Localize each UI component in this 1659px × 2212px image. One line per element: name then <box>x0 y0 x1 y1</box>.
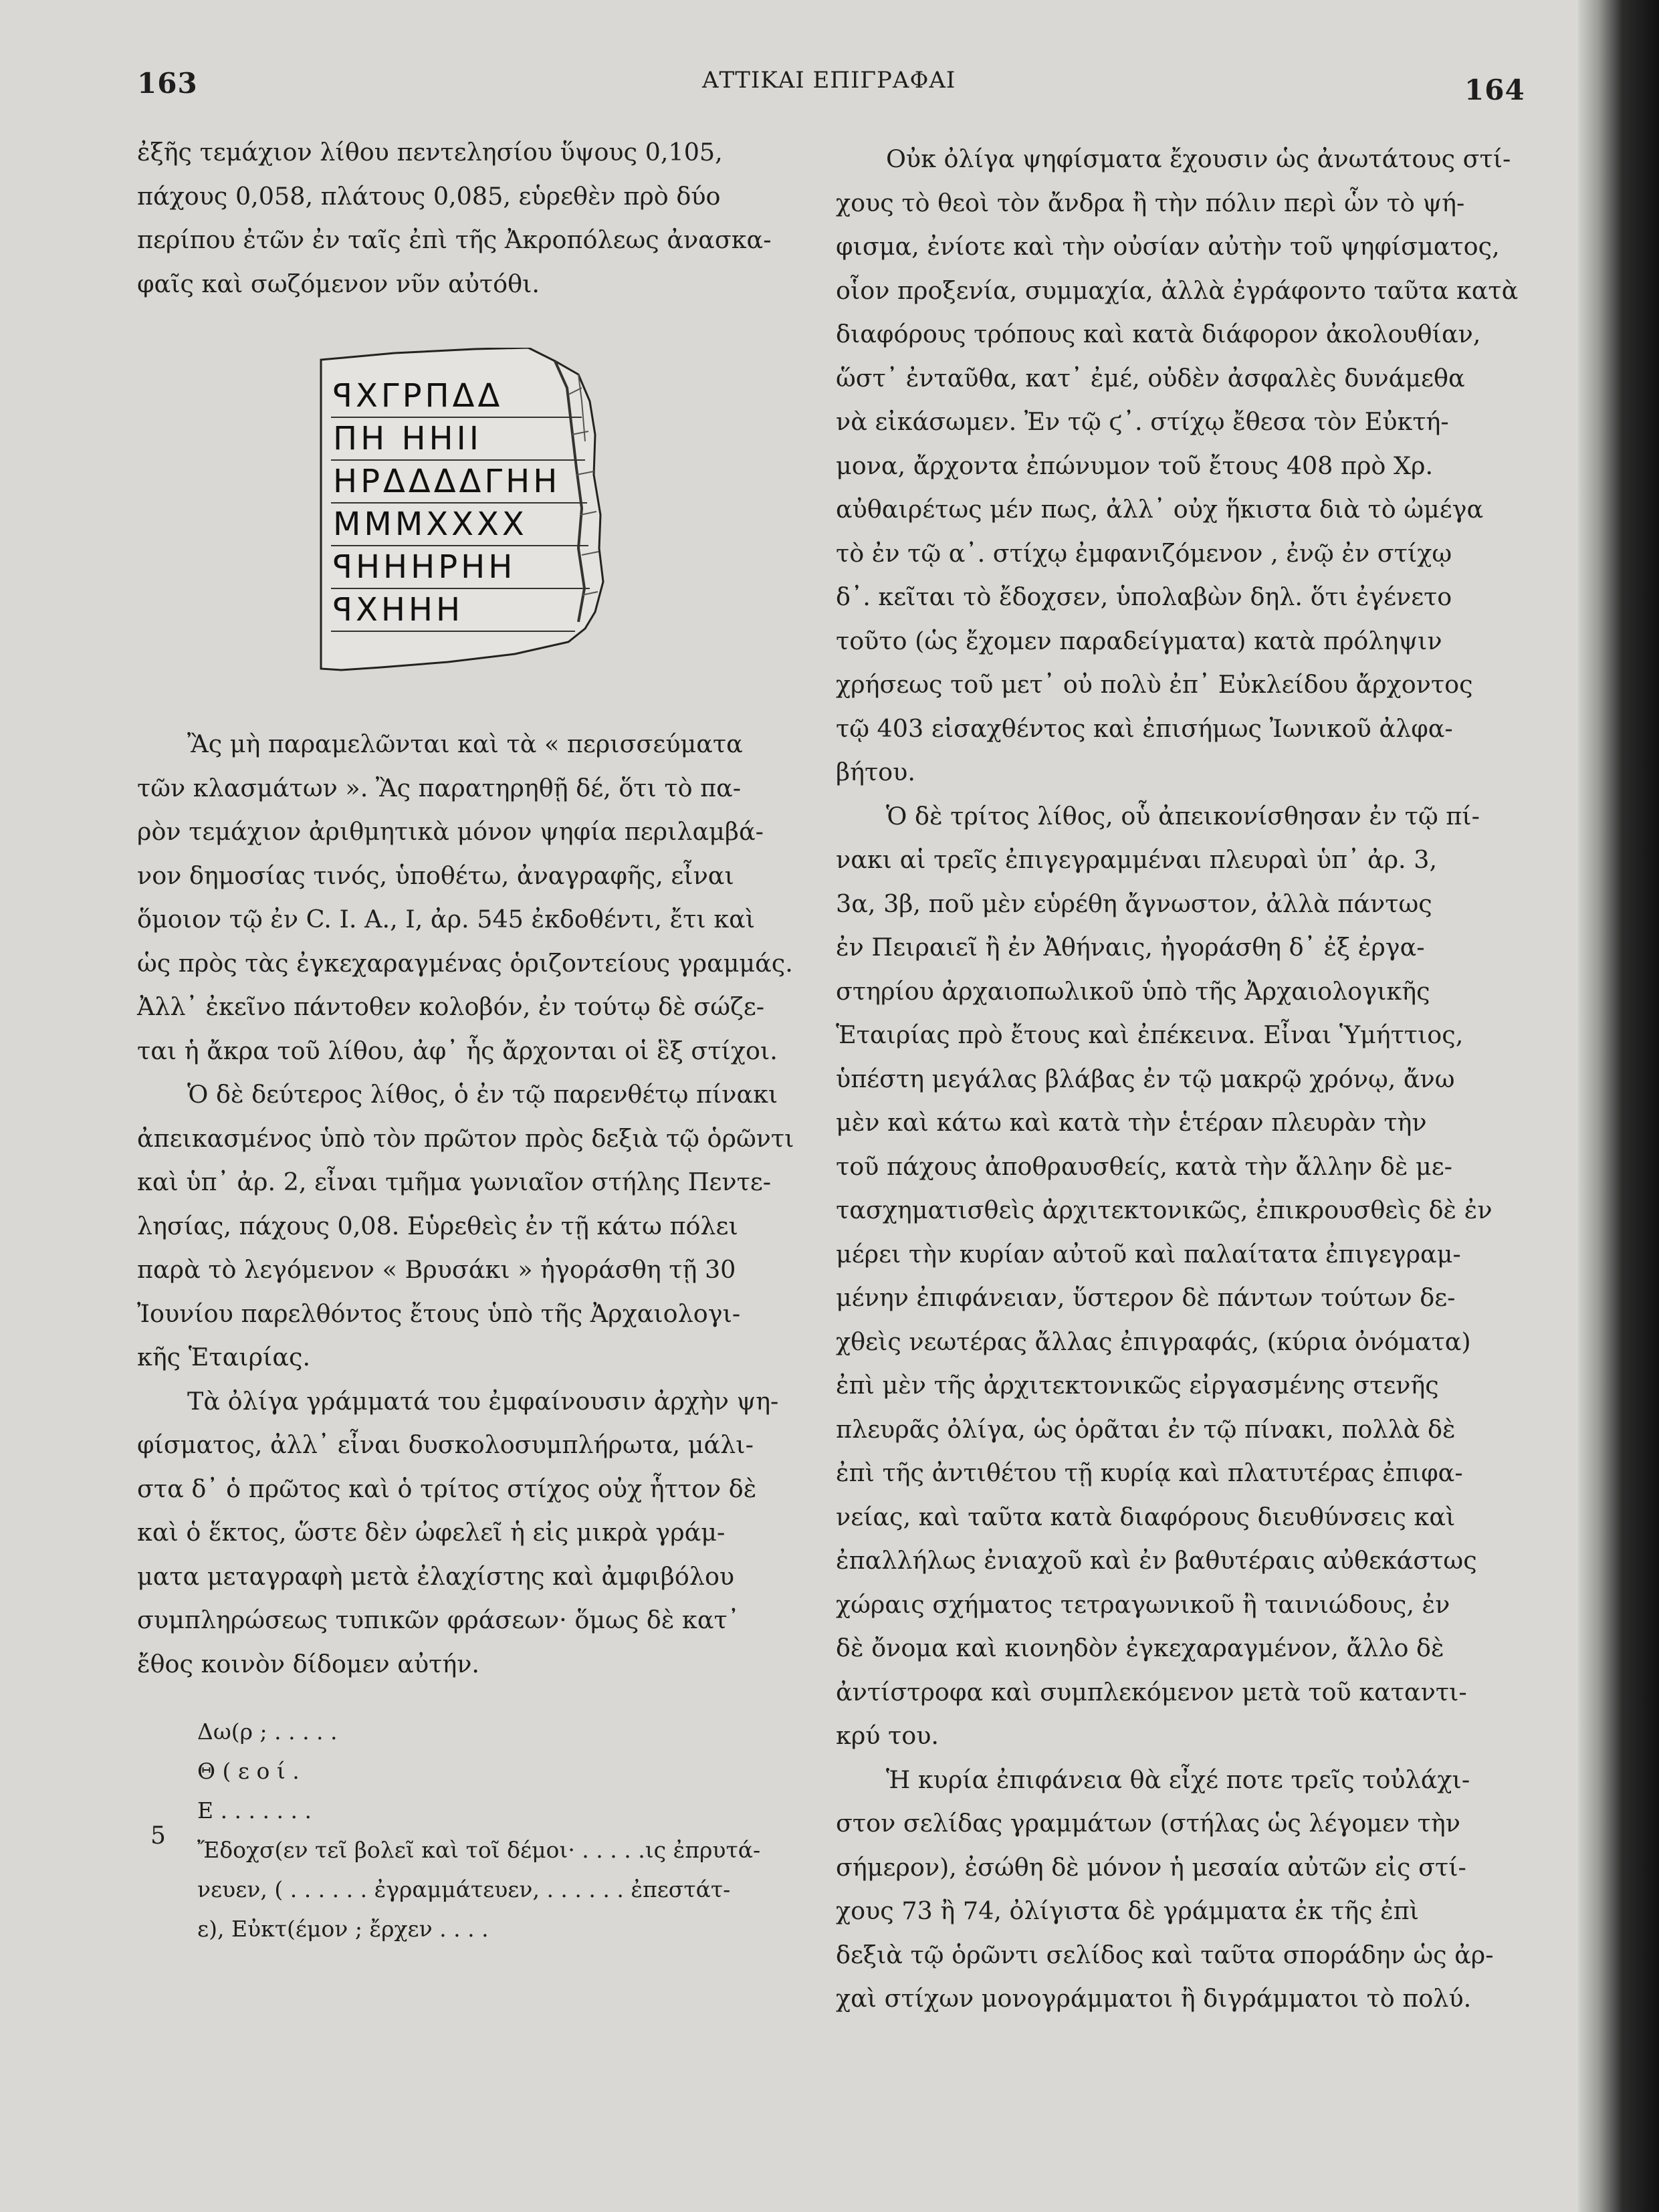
text-line: κῆς Ἑταιρίας. <box>137 1343 311 1371</box>
text-line: πλευρᾶς ὀλίγα, ὡς ὁρᾶται ἐν τῷ πίνακι, πολλὰ δὲ <box>836 1414 1456 1444</box>
text-line: ὥστ᾽ ἐνταῦθα, κατ᾽ ἐμέ, οὐδὲν ἀσφαλὲς δυνάμεθα <box>836 363 1465 393</box>
stone-line: ΗΡΔΔΔΔΓΗΗ <box>333 463 561 500</box>
page-number-left: 163 <box>137 67 198 100</box>
stone-line: ꟼΧΗΗΗ <box>333 591 464 629</box>
text-line: συμπληρώσεως τυπικῶν φράσεων· ὅμως δὲ κατ᾽ <box>137 1606 740 1634</box>
text-line: μέρει τὴν κυρίαν αὐτοῦ καὶ παλαίτατα ἐπιγεγραμ- <box>836 1239 1461 1268</box>
text-line: χους 73 ἢ 74, ὀλίγιστα δὲ γράμματα ἐκ τῆς ἐπὶ <box>836 1896 1420 1925</box>
text-line: Τὰ ὀλίγα γράμματά του ἐμφαίνουσιν ἀρχὴν ψη- <box>187 1386 779 1416</box>
transcription-line: Θ ( ε ο ί . <box>197 1758 300 1784</box>
transcription-line: ε), Εὐκτ(έμον ; ἔρχεν . . . . <box>197 1916 489 1942</box>
stone-line: ΠΗ ΗΗΙΙ <box>333 420 482 457</box>
stone-line: ΜΜΜΧΧΧΧ <box>333 506 528 543</box>
text-line: φαῖς καὶ σωζόμενον νῦν αὐτόθι. <box>137 269 540 298</box>
page-number-right: 164 <box>1464 74 1525 106</box>
text-line: τοῦ πάχους ἀποθραυσθείς, κατὰ τὴν ἄλλην δὲ με- <box>836 1151 1453 1181</box>
text-line: νον δημοσίας τινός, ὑποθέτω, ἀναγραφῆς, εἶναι <box>137 861 734 890</box>
text-line: στα δ᾽ ὁ πρῶτος καὶ ὁ τρίτος στίχος οὐχ ἧττον δὲ <box>137 1474 757 1503</box>
text-line: χους τὸ θεοὶ τὸν ἄνδρα ἢ τὴν πόλιν περὶ ὧν τὸ ψή- <box>836 188 1465 217</box>
text-line: ἐπὶ τῆς ἀντιθέτου τῇ κυρίᾳ καὶ πλατυτέρας ἐπιφα- <box>836 1458 1463 1487</box>
text-line: νὰ εἰκάσωμεν. Ἐν τῷ ϛ᾽. στίχῳ ἔθεσα τὸν Εὐκτή- <box>836 407 1449 436</box>
text-line: πάχους 0,058, πλάτους 0,085, εὑρεθὲν πρὸ δύο <box>137 181 721 211</box>
right-body-text <box>836 137 1518 2021</box>
text-line: καὶ ὑπ᾽ ἀρ. 2, εἶναι τμῆμα γωνιαῖον στήλης Πεντε- <box>137 1168 772 1196</box>
text-line: ματα μεταγραφὴ μετὰ ἐλαχίστης καὶ ἀμφιβόλου <box>137 1561 735 1591</box>
text-line: ἐν Πειραιεῖ ἢ ἐν Ἀθήναις, ἠγοράσθη δ᾽ ἐξ ἐργα- <box>836 933 1425 962</box>
transcription-line: Δω(ρ ; . . . . . <box>197 1719 338 1745</box>
text-line: αὐθαιρέτως μέν πως, ἀλλ᾽ οὐχ ἥκιστα διὰ τὸ ὠμέγα <box>836 495 1484 524</box>
text-line: μονα, ἄρχοντα ἐπώνυμον τοῦ ἔτους 408 πρὸ Χρ. <box>836 451 1434 480</box>
inscription-fragment-figure <box>314 348 612 682</box>
text-line: Ὁ δὲ δεύτερος λίθος, ὁ ἐν τῷ παρενθέτῳ πίνακι <box>187 1080 778 1109</box>
text-line: μὲν καὶ κάτω καὶ κατὰ τὴν ἑτέραν πλευρὰν τὴν <box>836 1108 1427 1137</box>
text-line: ἔθος κοινὸν δίδομεν αὐτήν. <box>137 1649 479 1678</box>
page-binding-edge <box>1578 0 1659 2212</box>
text-line: Ἂς μὴ παραμελῶνται καὶ τὰ « περισσεύματα <box>187 730 743 758</box>
text-line: ἐπαλλήλως ἐνιαχοῦ καὶ ἐν βαθυτέραις αὐθεκάστως <box>836 1546 1477 1575</box>
text-line: νακι αἱ τρεῖς ἐπιγεγραμμέναι πλευραὶ ὑπ᾽ ἀρ. 3, <box>836 845 1438 874</box>
stone-line: ꟼΧΓΡΠΔΔ <box>333 377 504 415</box>
text-line: φίσματος, ἀλλ᾽ εἶναι δυσκολοσυμπλήρωτα, μάλι- <box>137 1430 754 1459</box>
transcription-line: Ἔδοχσ(εν τεῖ βολεῖ καὶ τοῖ δέμοι· . . . . .ις ἐπρυτά- <box>197 1837 761 1863</box>
transcription-block <box>197 1712 760 1949</box>
text-line: Ἡ κυρία ἐπιφάνεια θὰ εἶχέ ποτε τρεῖς τοὐλάχι- <box>886 1765 1470 1794</box>
text-line: ρὸν τεμάχιον ἀριθμητικὰ μόνον ψηφία περιλαμβά- <box>137 817 764 846</box>
text-line: λησίας, πάχους 0,08. Εὑρεθεὶς ἐν τῇ κάτω πόλει <box>137 1211 738 1240</box>
transcription-line: νευεν, ( . . . . . . ἐγραμμάτευεν, . . . . . . ἐπεστάτ- <box>197 1876 731 1902</box>
text-line: νείας, καὶ ταῦτα κατὰ διαφόρους διευθύνσεις καὶ <box>836 1502 1456 1531</box>
left-intro-paragraph <box>137 130 772 306</box>
text-line: οἷον προξενία, συμμαχία, ἀλλὰ ἐγράφοντο ταῦτα κατὰ <box>836 275 1519 305</box>
text-line: ἐπὶ μὲν τῆς ἀρχιτεκτονικῶς εἰργασμένης στενῆς <box>836 1371 1439 1400</box>
text-line: βήτου. <box>836 758 915 786</box>
text-line: στηρίου ἀρχαιοπωλικοῦ ὑπὸ τῆς Ἀρχαιολογικῆς <box>836 976 1430 1006</box>
text-line: Ἀλλ᾽ ἐκεῖνο πάντοθεν κολοβόν, ἐν τούτῳ δὲ σώζε- <box>137 992 765 1021</box>
text-line: καὶ ὁ ἕκτος, ὥστε δὲν ὠφελεῖ ἡ εἰς μικρὰ γράμ- <box>137 1518 726 1547</box>
text-line: ἀντίστροφα καὶ συμπλεκόμενον μετὰ τοῦ καταντι- <box>836 1677 1467 1706</box>
stone-letters <box>333 374 560 631</box>
text-line: τασχηματισθεὶς ἀρχιτεκτονικῶς, ἐπικρουσθεὶς δὲ ἐν <box>836 1196 1492 1224</box>
stone-line: ꟼΗΗΗΡΗΗ <box>333 548 516 586</box>
text-line: δ᾽. κεῖται τὸ ἔδοχσεν, ὑπολαβὼν δηλ. ὅτι ἐγένετο <box>836 582 1452 611</box>
text-line: μένην ἐπιφάνειαν, ὕστερον δὲ πάντων τούτων δε- <box>836 1283 1456 1312</box>
text-line: στον σελίδας γραμμάτων (στήλας ὡς λέγομεν τὴν <box>836 1809 1460 1838</box>
text-line: περίπου ἐτῶν ἐν ταῖς ἐπὶ τῆς Ἀκροπόλεως ἀνασκα- <box>137 225 772 254</box>
text-line: ὅμοιον τῷ ἐν C. I. A., I, ἀρ. 545 ἐκδοθέντι, ἔτι καὶ <box>137 905 756 933</box>
text-line: δὲ ὄνομα καὶ κιονηδὸν ἐγκεχαραγμένον, ἄλλο δὲ <box>836 1634 1444 1662</box>
text-line: κρύ του. <box>836 1721 939 1750</box>
text-line: σήμερον), ἐσώθη δὲ μόνον ἡ μεσαία αὐτῶν εἰς στί- <box>836 1852 1466 1882</box>
text-line: τὸ ἐν τῷ α᾽. στίχῳ ἐμφανιζόμενον , ἐνῷ ἐν στίχῳ <box>836 538 1452 568</box>
text-line: χθεὶς νεωτέρας ἄλλας ἐπιγραφάς, (κύρια ὀνόματα) <box>836 1327 1471 1356</box>
text-line: Ἑταιρίας πρὸ ἔτους καὶ ἐπέκεινα. Εἶναι Ὑμήττιος, <box>836 1020 1464 1049</box>
text-line: τοῦτο (ὡς ἔχομεν παραδείγματα) κατὰ πρόληψιν <box>836 626 1442 655</box>
text-line: 3α, 3β, ποῦ μὲν εὑρέθη ἄγνωστον, ἀλλὰ πάντως <box>836 889 1432 918</box>
text-line: διαφόρους τρόπους καὶ κατὰ διάφορον ἀκολουθίαν, <box>836 320 1481 348</box>
running-title: ΑΤΤΙΚΑΙ ΕΠΙΓΡΑΦΑΙ <box>702 67 956 94</box>
text-line: χώραις σχήματος τετραγωνικοῦ ἢ ταινιώδους, ἐν <box>836 1589 1450 1619</box>
text-line: ὡς πρὸς τὰς ἐγκεχαραγμένας ὁριζοντείους γραμμάς. <box>137 948 793 978</box>
text-line: ὑπέστη μεγάλας βλάβας ἐν τῷ μακρῷ χρόνῳ, ἄνω <box>836 1064 1455 1093</box>
text-line: Ἰουνίου παρελθόντος ἔτους ὑπὸ τῆς Ἀρχαιολογι- <box>137 1299 741 1328</box>
text-line: Ὁ δὲ τρίτος λίθος, οὗ ἀπεικονίσθησαν ἐν τῷ πί- <box>886 801 1480 831</box>
line-number: 5 <box>150 1822 166 1850</box>
text-line: χρήσεως τοῦ μετ᾽ οὐ πολὺ ἐπ᾽ Εὐκλείδου ἄρχοντος <box>836 670 1473 699</box>
text-line: ἀπεικασμένος ὑπὸ τὸν πρῶτον πρὸς δεξιὰ τῷ ὁρῶντι <box>137 1123 794 1153</box>
text-line: παρὰ τὸ λεγόμενον « Βρυσάκι » ἠγοράσθη τῇ 30 <box>137 1255 736 1284</box>
text-line: ται ἡ ἄκρα τοῦ λίθου, ἀφ᾽ ἧς ἄρχονται οἱ ἓξ στίχοι. <box>137 1036 778 1065</box>
text-line: δεξιὰ τῷ ὁρῶντι σελίδος καὶ ταῦτα σποράδην ὡς ἀρ- <box>836 1940 1494 1969</box>
transcription-line: E . . . . . . . <box>197 1797 312 1823</box>
left-body-text <box>137 722 794 1686</box>
text-line: χαὶ στίχων μονογράμματοι ἢ διγράμματοι τὸ πολύ. <box>836 1984 1472 2013</box>
text-line: φισμα, ἐνίοτε καὶ τὴν οὐσίαν αὐτὴν τοῦ ψηφίσματος, <box>836 232 1500 261</box>
text-line: ἐξῆς τεμάχιον λίθου πεντελησίου ὕψους 0,105, <box>137 138 723 167</box>
text-line: Οὐκ ὀλίγα ψηφίσματα ἔχουσιν ὡς ἀνωτάτους στί- <box>886 144 1511 173</box>
text-line: τῷ 403 εἰσαχθέντος καὶ ἐπισήμως Ἰωνικοῦ ἀλφα- <box>836 713 1453 743</box>
text-line: τῶν κλασμάτων ». Ἂς παρατηρηθῇ δέ, ὅτι τὸ πα- <box>137 773 742 802</box>
